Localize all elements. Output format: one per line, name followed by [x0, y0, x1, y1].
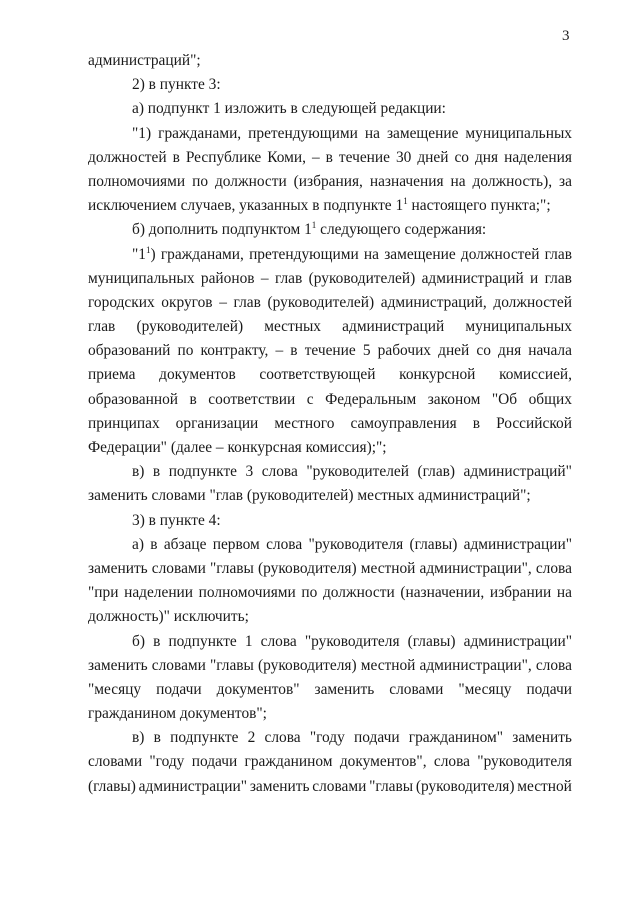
word: муниципальных: [465, 124, 572, 142]
word: местного: [274, 414, 335, 432]
word: в): [132, 729, 145, 747]
word: замещение: [384, 245, 456, 263]
word: дней: [417, 148, 449, 166]
word: в: [152, 463, 161, 481]
word: организации: [175, 414, 259, 432]
text-line: [132, 726, 572, 750]
word: гражданами,: [158, 124, 242, 142]
word: "руководителя: [308, 535, 404, 553]
word: "руководителей: [306, 463, 409, 481]
word: словами: [312, 777, 367, 795]
word: должность),: [472, 172, 553, 190]
text-line: [88, 363, 572, 387]
text-line: Федерации" (далее – конкурсная комиссия);";: [88, 439, 387, 456]
word: полномочиями: [88, 172, 186, 190]
word: в: [472, 414, 481, 432]
word: администраций,: [380, 293, 487, 311]
text-line: 2) в пункте 3:: [132, 76, 221, 94]
word: слова: [261, 463, 298, 481]
text-line: [88, 170, 572, 194]
text-line: [88, 654, 572, 678]
text-line: должность)" исключить;: [88, 608, 249, 626]
text-line: заменить словами "глав (руководителей) местных администраций";: [88, 487, 531, 505]
word: на: [363, 245, 379, 263]
text-line: [88, 581, 572, 605]
word: в): [132, 463, 145, 481]
word: словами: [151, 656, 206, 674]
word: муниципальных: [465, 318, 572, 336]
word: "месяцу: [88, 680, 142, 698]
word: слова: [535, 656, 572, 674]
word: (руководителей): [267, 293, 375, 311]
word: документов": [216, 680, 300, 698]
word: "при: [88, 584, 119, 602]
text-line: [88, 775, 572, 799]
text-line: [132, 630, 572, 654]
word: подпункте: [170, 729, 239, 747]
text-line: [88, 678, 572, 702]
word: 1: [244, 632, 253, 650]
text-line: 3) в пункте 4:: [132, 511, 221, 529]
word: на: [450, 172, 466, 190]
word: по: [301, 584, 318, 602]
word: конкурсной: [399, 366, 476, 384]
word: местной: [360, 656, 416, 674]
word: "Об: [491, 390, 518, 408]
word: замещение: [386, 124, 459, 142]
text-line: гражданином документов";: [88, 705, 267, 723]
word: заменить: [314, 680, 375, 698]
word: (назначении,: [400, 584, 485, 602]
word: слова: [433, 753, 470, 771]
word: в: [153, 729, 161, 747]
text-line: [132, 533, 572, 557]
word: –: [219, 293, 227, 311]
word: должностей: [88, 148, 167, 166]
word: (главы): [409, 535, 458, 553]
word: "$1^1$): [132, 244, 156, 263]
word: в: [290, 342, 298, 360]
word: в: [153, 632, 161, 650]
word: документов: [159, 366, 236, 384]
word: начала: [528, 342, 572, 360]
text-line: а) подпункт 1 изложить в следующей редакции:: [132, 100, 446, 118]
word: гражданином: [244, 753, 333, 771]
word: слова: [535, 559, 572, 577]
word: должностей: [460, 245, 540, 263]
word: Российской: [496, 414, 572, 432]
word: со: [454, 148, 469, 166]
word: должностей: [493, 293, 572, 311]
text-line: [132, 460, 572, 484]
word: самоуправления: [350, 414, 457, 432]
word: 2: [247, 729, 256, 747]
word: словами: [151, 559, 206, 577]
word: 5: [362, 342, 371, 360]
word: администрации": [463, 632, 572, 650]
word: за: [559, 172, 572, 190]
word: б): [132, 632, 145, 650]
word: наделения: [504, 148, 572, 166]
word: администрации",: [419, 656, 532, 674]
word: образований: [88, 342, 171, 360]
word: дня: [498, 342, 522, 360]
word: местной: [517, 777, 572, 795]
document-body: [88, 49, 572, 799]
word: администрации",: [419, 559, 532, 577]
text-line: [88, 339, 572, 363]
word: 30: [395, 148, 412, 166]
word: на: [364, 124, 380, 142]
word: администраций": [463, 463, 572, 481]
word: в: [325, 148, 333, 166]
word: общих: [528, 390, 572, 408]
word: документов",: [339, 753, 427, 771]
word: Республике: [185, 148, 262, 166]
word: администраций: [342, 318, 445, 336]
word: "руководителя: [304, 632, 400, 650]
word: претендующими: [248, 124, 358, 142]
text-line: [88, 291, 572, 315]
word: заменить: [512, 729, 572, 747]
word: приема: [88, 366, 136, 384]
text-line: [88, 146, 572, 170]
word: со: [476, 342, 491, 360]
word: в: [172, 148, 180, 166]
word: глав: [544, 269, 572, 287]
word: подпункте: [168, 463, 238, 481]
word: (глав): [417, 463, 456, 481]
word: заменить: [249, 777, 310, 795]
word: слова: [266, 535, 303, 553]
word: претендующими: [249, 245, 359, 263]
word: по: [192, 172, 209, 190]
word: принципах: [88, 414, 160, 432]
word: глав: [88, 318, 116, 336]
text-line: [88, 412, 572, 436]
word: абзаце: [163, 535, 207, 553]
word: (избрания,: [293, 172, 363, 190]
word: местной: [360, 559, 416, 577]
word: гражданами,: [160, 245, 244, 263]
word: словами: [88, 753, 143, 771]
word: течение: [304, 342, 356, 360]
word: местных: [264, 318, 322, 336]
page-number: 3: [562, 28, 570, 44]
word: а): [132, 535, 144, 553]
word: "месяцу: [458, 680, 512, 698]
word: "главы: [209, 559, 254, 577]
word: глав: [233, 293, 261, 311]
word: –: [275, 342, 284, 360]
text-line: б) дополнить подпунктом $1^1$ следующего содержания:: [132, 220, 487, 239]
word: словами: [389, 680, 444, 698]
word: комиссией,: [499, 366, 572, 384]
word: избрании: [489, 584, 552, 602]
word: –: [311, 148, 320, 166]
word: округов: [161, 293, 213, 311]
word: соответствующей: [259, 366, 376, 384]
word: (главы): [88, 777, 136, 795]
word: должности: [214, 172, 287, 190]
word: глав: [544, 245, 572, 263]
word: контракту,: [200, 342, 269, 360]
text-line: [132, 243, 572, 267]
word: назначения: [369, 172, 444, 190]
word: в: [189, 390, 197, 408]
word: подачи: [526, 680, 572, 698]
word: подачи: [354, 729, 400, 747]
word: 3: [245, 463, 254, 481]
word: "руководителя: [477, 753, 572, 771]
word: и: [530, 269, 539, 287]
word: (руководителей): [308, 269, 416, 287]
word: (руководителя): [258, 656, 357, 674]
word: полномочиями: [198, 584, 296, 602]
word: течение: [338, 148, 390, 166]
word: глав: [274, 269, 303, 287]
word: дней: [438, 342, 470, 360]
word: соответствии: [208, 390, 296, 408]
word: слова: [264, 729, 301, 747]
word: районов: [200, 269, 255, 287]
text-line: [88, 750, 572, 774]
word: с: [306, 390, 314, 408]
word: Федеральным: [325, 390, 417, 408]
word: –: [260, 269, 269, 287]
word: администрации": [138, 777, 248, 795]
word: администраций: [421, 269, 524, 287]
word: гражданином": [408, 729, 504, 747]
text-line: [88, 267, 572, 291]
text-line: [88, 557, 572, 581]
word: "главы: [209, 656, 254, 674]
text-line: исключением случаев, указанных в подпункте $1^1$ настоящего пункта;";: [88, 196, 551, 215]
word: "году: [309, 729, 345, 747]
word: муниципальных: [88, 269, 195, 287]
text-line: [88, 388, 572, 412]
text-line: [88, 315, 572, 339]
word: образованной: [88, 390, 179, 408]
word: подачи: [156, 680, 202, 698]
word: (руководителя): [258, 559, 357, 577]
word: (главы): [407, 632, 456, 650]
word: должности: [322, 584, 395, 602]
word: первом: [212, 535, 260, 553]
word: Коми,: [267, 148, 306, 166]
word: законом: [427, 390, 481, 408]
word: заменить: [88, 656, 148, 674]
word: заменить: [88, 559, 148, 577]
word: "1): [132, 124, 152, 142]
word: администрации": [463, 535, 572, 553]
word: по: [177, 342, 194, 360]
word: (руководителей): [136, 318, 244, 336]
word: подачи: [191, 753, 238, 771]
word: на: [556, 584, 572, 602]
word: в: [150, 535, 158, 553]
word: (руководителя): [415, 777, 515, 795]
word: рабочих: [377, 342, 431, 360]
word: "главы: [369, 777, 414, 795]
word: подпункте: [168, 632, 237, 650]
word: наделении: [124, 584, 194, 602]
text-line: администраций";: [88, 52, 201, 69]
word: слова: [260, 632, 297, 650]
word: городских: [88, 293, 155, 311]
word: "году: [149, 753, 185, 771]
text-line: [132, 122, 572, 146]
word: дня: [474, 148, 499, 166]
